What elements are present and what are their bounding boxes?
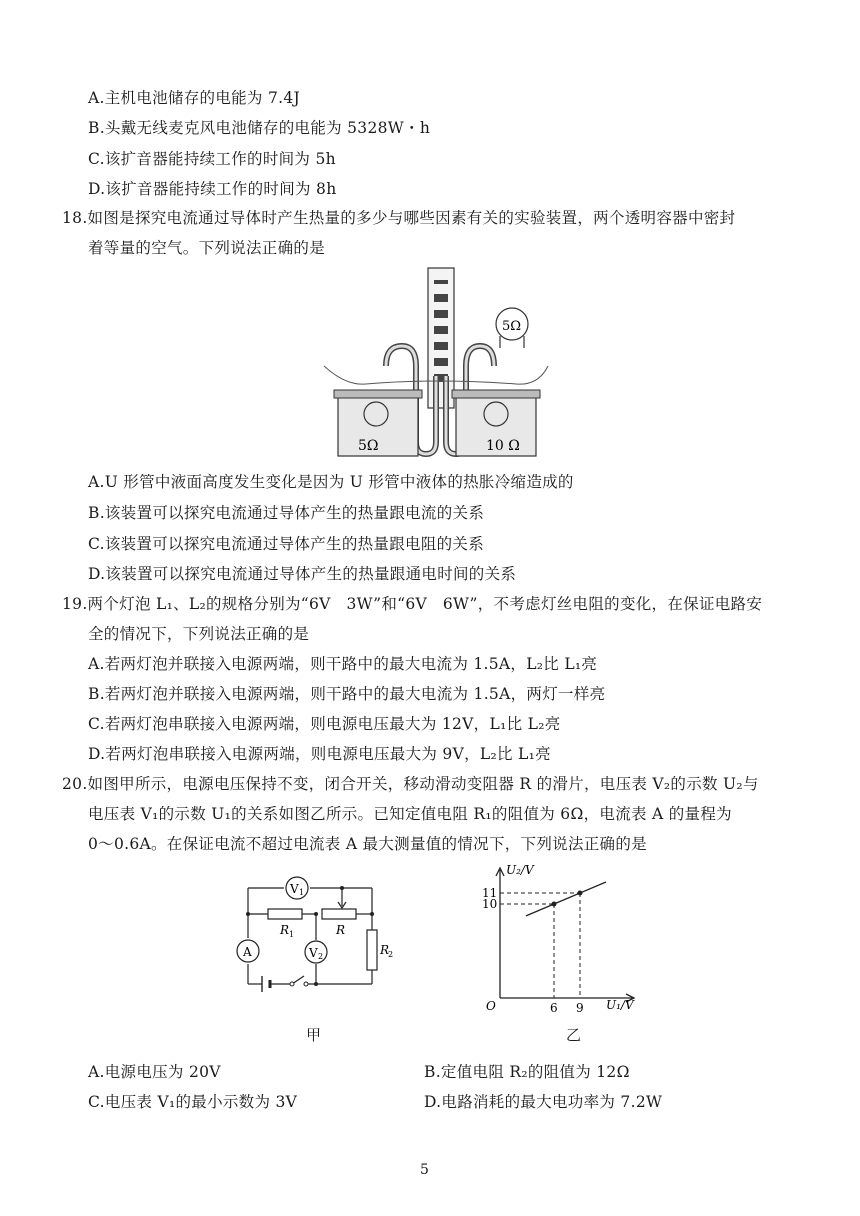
q19-option-d: D.若两灯泡串联接入电源两端，则电源电压最大为 9V，L₂比 L₁亮 — [88, 745, 551, 763]
switch — [304, 982, 308, 986]
q20-stem-line2: 电压表 V₁的示数 U₁的关系如图乙所示。已知定值电阻 R₁的阻值为 6Ω，电流表 A 的量程为 — [88, 805, 732, 823]
q18-stem-line1: 18.如图是探究电流通过导体时产生热量的多少与哪些因素有关的实验装置，两个透明容器中密封 — [62, 209, 736, 227]
resistor-r2 — [367, 930, 377, 970]
q18-apparatus-figure — [316, 266, 554, 462]
q20-option-b: B.定值电阻 R₂的阻值为 12Ω — [424, 1063, 630, 1081]
data-line — [526, 882, 606, 916]
resistor-left-label: 5Ω — [358, 438, 379, 454]
y-tick-1: 10 — [482, 897, 498, 911]
q20-stem-line1: 20.如图甲所示，电源电压保持不变，闭合开关，移动滑动变阻器 R 的滑片，电压表 V₂的示数 U₂与 — [62, 775, 759, 793]
r2-sub: 2 — [388, 950, 394, 959]
x-tick-1: 9 — [576, 1001, 584, 1015]
q19-option-c: C.若两灯泡串联接入电源两端，则电源电压最大为 12V，L₁比 L₂亮 — [88, 715, 561, 733]
q18-option-d: D.该装置可以探究电流通过导体产生的热量跟通电时间的关系 — [88, 565, 517, 583]
q17-option-d: D.该扩音器能持续工作的时间为 8h — [88, 180, 337, 198]
x-axis-label: U₁/V — [606, 998, 634, 1012]
q20-stem-line3: 0～0.6A。在保证电流不超过电流表 A 最大测量值的情况下，下列说法正确的是 — [88, 835, 647, 853]
v2-label: V — [309, 946, 318, 960]
q18-stem-line2: 着等量的空气。下列说法正确的是 — [88, 239, 326, 257]
v1-sub: 1 — [299, 888, 305, 897]
r1-label: R — [280, 923, 290, 937]
q19-option-a: A.若两灯泡并联接入电源两端，则干路中的最大电流为 1.5A，L₂比 L₁亮 — [88, 655, 598, 673]
ammeter-label: A — [243, 945, 252, 959]
q20-option-d: D.电路消耗的最大电功率为 7.2W — [424, 1093, 663, 1111]
q18-option-c: C.该装置可以探究电流通过导体产生的热量跟电阻的关系 — [88, 535, 485, 553]
y-axis-label: U₂/V — [506, 863, 534, 877]
r2-label: R — [380, 943, 390, 957]
data-point-0 — [552, 902, 557, 907]
q20-circuit-diagram — [232, 872, 392, 1002]
q17-option-c: C.该扩音器能持续工作的时间为 5h — [88, 150, 336, 168]
q20-graph — [470, 860, 650, 1015]
v2-sub: 2 — [318, 952, 324, 961]
graph-caption: 乙 — [566, 1026, 582, 1044]
origin-label: O — [486, 999, 496, 1013]
v1-label: V — [290, 882, 299, 896]
q18-option-a: A.U 形管中液面高度发生变化是因为 U 形管中液体的热胀冷缩造成的 — [88, 473, 574, 491]
q17-option-b: B.头戴无线麦克风电池储存的电能为 5328W・h — [88, 119, 431, 137]
r1-sub: 1 — [289, 930, 295, 939]
q18-option-b: B.该装置可以探究电流通过导体产生的热量跟电流的关系 — [88, 504, 485, 522]
r-label: R — [336, 923, 346, 937]
resistor-top-label: 5Ω — [502, 319, 522, 334]
resistor-r1 — [268, 909, 302, 919]
rheostat-r — [322, 909, 356, 919]
scale-ruler — [428, 268, 454, 408]
circuit-caption: 甲 — [306, 1026, 322, 1044]
y-tick-0: 11 — [482, 886, 498, 900]
resistor-right-label: 10 Ω — [486, 438, 520, 454]
q19-stem-line2: 全的情况下，下列说法正确的是 — [88, 625, 310, 643]
q20-option-a: A.电源电压为 20V — [88, 1063, 221, 1081]
data-point-1 — [578, 891, 583, 896]
q17-option-a: A.主机电池储存的电能为 7.4J — [88, 89, 301, 107]
q19-stem-line1: 19.两个灯泡 L₁、L₂的规格分别为“6V 3W”和“6V 6W”，不考虑灯丝电阻的变化，在保证电路安 — [62, 595, 763, 613]
q20-option-c: C.电压表 V₁的最小示数为 3V — [88, 1093, 298, 1111]
x-tick-0: 6 — [550, 1001, 558, 1015]
q19-option-b: B.若两灯泡并联接入电源两端，则干路中的最大电流为 1.5A，两灯一样亮 — [88, 685, 606, 703]
page-number: 5 — [420, 1162, 429, 1178]
